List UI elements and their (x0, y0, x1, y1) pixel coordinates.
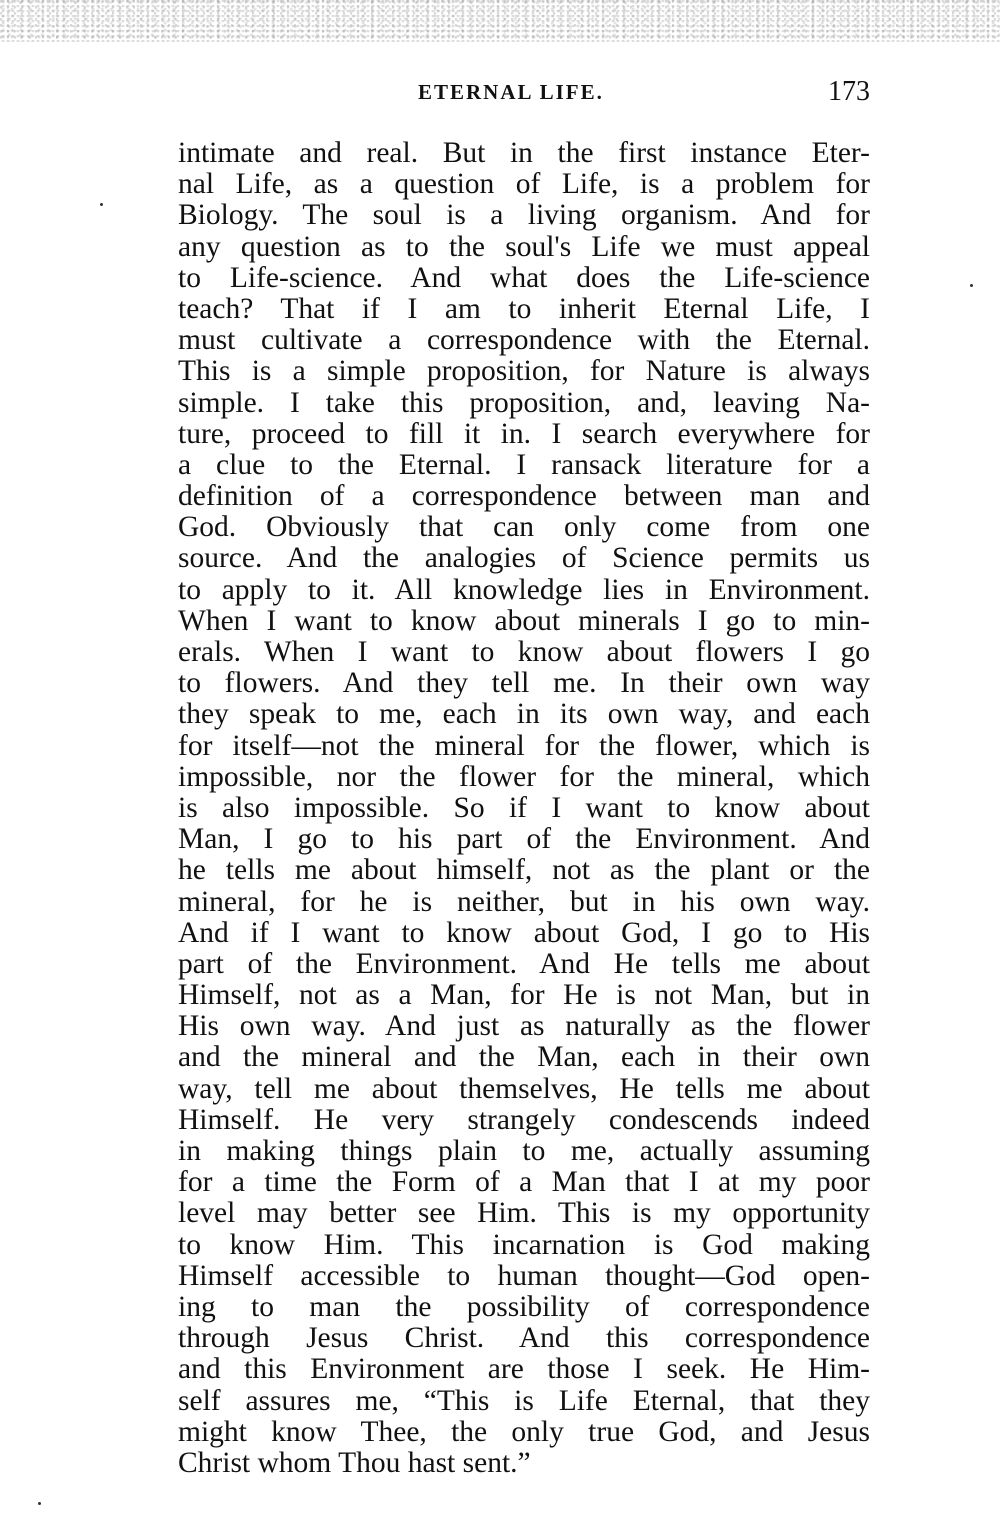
text-line: nal Life, as a question of Life, is a problem for (178, 168, 870, 201)
text-line: part of the Environment. And He tells me about (178, 947, 870, 980)
text-line: Himself accessible to human thought—God open- (178, 1259, 870, 1292)
text-line: simple. I take this proposition, and, leaving Na- (178, 386, 870, 419)
text-line: His own way. And just as naturally as the flower (178, 1010, 870, 1043)
text-line: he tells me about himself, not as the plant or the (178, 854, 870, 887)
text-line: a clue to the Eternal. I ransack literature for a (178, 448, 870, 481)
text-line: This is a simple proposition, for Nature is always (178, 355, 870, 388)
text-line: self assures me, “This is Life Eternal, that they (178, 1384, 870, 1417)
page-edge-speckle (0, 0, 1000, 42)
text-line: ture, proceed to fill it in. I search everywhere for (178, 417, 870, 450)
text-line: for a time the Form of a Man that I at my poor (178, 1166, 870, 1199)
text-line: source. And the analogies of Science permits us (178, 542, 870, 575)
text-line: mineral, for he is neither, but in his own way. (178, 885, 870, 918)
text-line: teach? That if I am to inherit Eternal Life, I (178, 292, 870, 325)
page-number: 173 (828, 76, 870, 107)
text-line: to Life-science. And what does the Life-science (178, 261, 870, 294)
text-line: to know Him. This incarnation is God making (178, 1228, 870, 1261)
text-line: Christ whom Thou hast sent.” (178, 1446, 531, 1479)
text-line: and the mineral and the Man, each in their own (178, 1041, 870, 1074)
text-line: When I want to know about minerals I go to min- (178, 604, 870, 637)
text-line: Biology. The soul is a living organism. And for (178, 199, 870, 232)
text-line: to apply to it. All knowledge lies in Environment. (178, 573, 870, 606)
text-line: and this Environment are those I seek. He Him- (178, 1353, 870, 1386)
text-line: ing to man the possibility of correspondence (178, 1290, 870, 1323)
text-line: to flowers. And they tell me. In their own way (178, 667, 870, 700)
ink-speck (970, 284, 973, 287)
text-line: for itself—not the mineral for the flower, which is (178, 729, 870, 762)
ink-speck (38, 1502, 41, 1505)
text-line: erals. When I want to know about flowers I go (178, 636, 870, 668)
running-title: ETERNAL LIFE. (418, 80, 604, 104)
text-line: Man, I go to his part of the Environment. And (178, 823, 870, 856)
body-paragraph (178, 138, 870, 1479)
text-line: God. Obviously that can only come from one (178, 511, 870, 544)
text-line: impossible, nor the flower for the mineral, which (178, 760, 870, 793)
text-line: in making things plain to me, actually assuming (178, 1135, 870, 1167)
text-line: Himself, not as a Man, for He is not Man, but in (178, 979, 870, 1012)
text-line: way, tell me about themselves, He tells me about (178, 1072, 870, 1105)
text-line: Himself. He very strangely condescends indeed (178, 1103, 870, 1136)
text-line: through Jesus Christ. And this correspondence (178, 1322, 870, 1355)
text-line: level may better see Him. This is my opportunity (178, 1197, 870, 1230)
running-head (178, 76, 870, 110)
text-line: must cultivate a correspondence with the Eternal. (178, 324, 870, 357)
ink-speck (100, 203, 103, 206)
text-line: intimate and real. But in the first instance Eter- (178, 137, 870, 169)
text-line: is also impossible. So if I want to know about (178, 791, 870, 824)
text-line: any question as to the soul's Life we must appeal (178, 230, 870, 263)
text-line: And if I want to know about God, I go to His (178, 916, 870, 949)
text-line: definition of a correspondence between man and (178, 480, 870, 513)
text-line: they speak to me, each in its own way, and each (178, 698, 870, 731)
text-line: might know Thee, the only true God, and Jesus (178, 1415, 870, 1448)
